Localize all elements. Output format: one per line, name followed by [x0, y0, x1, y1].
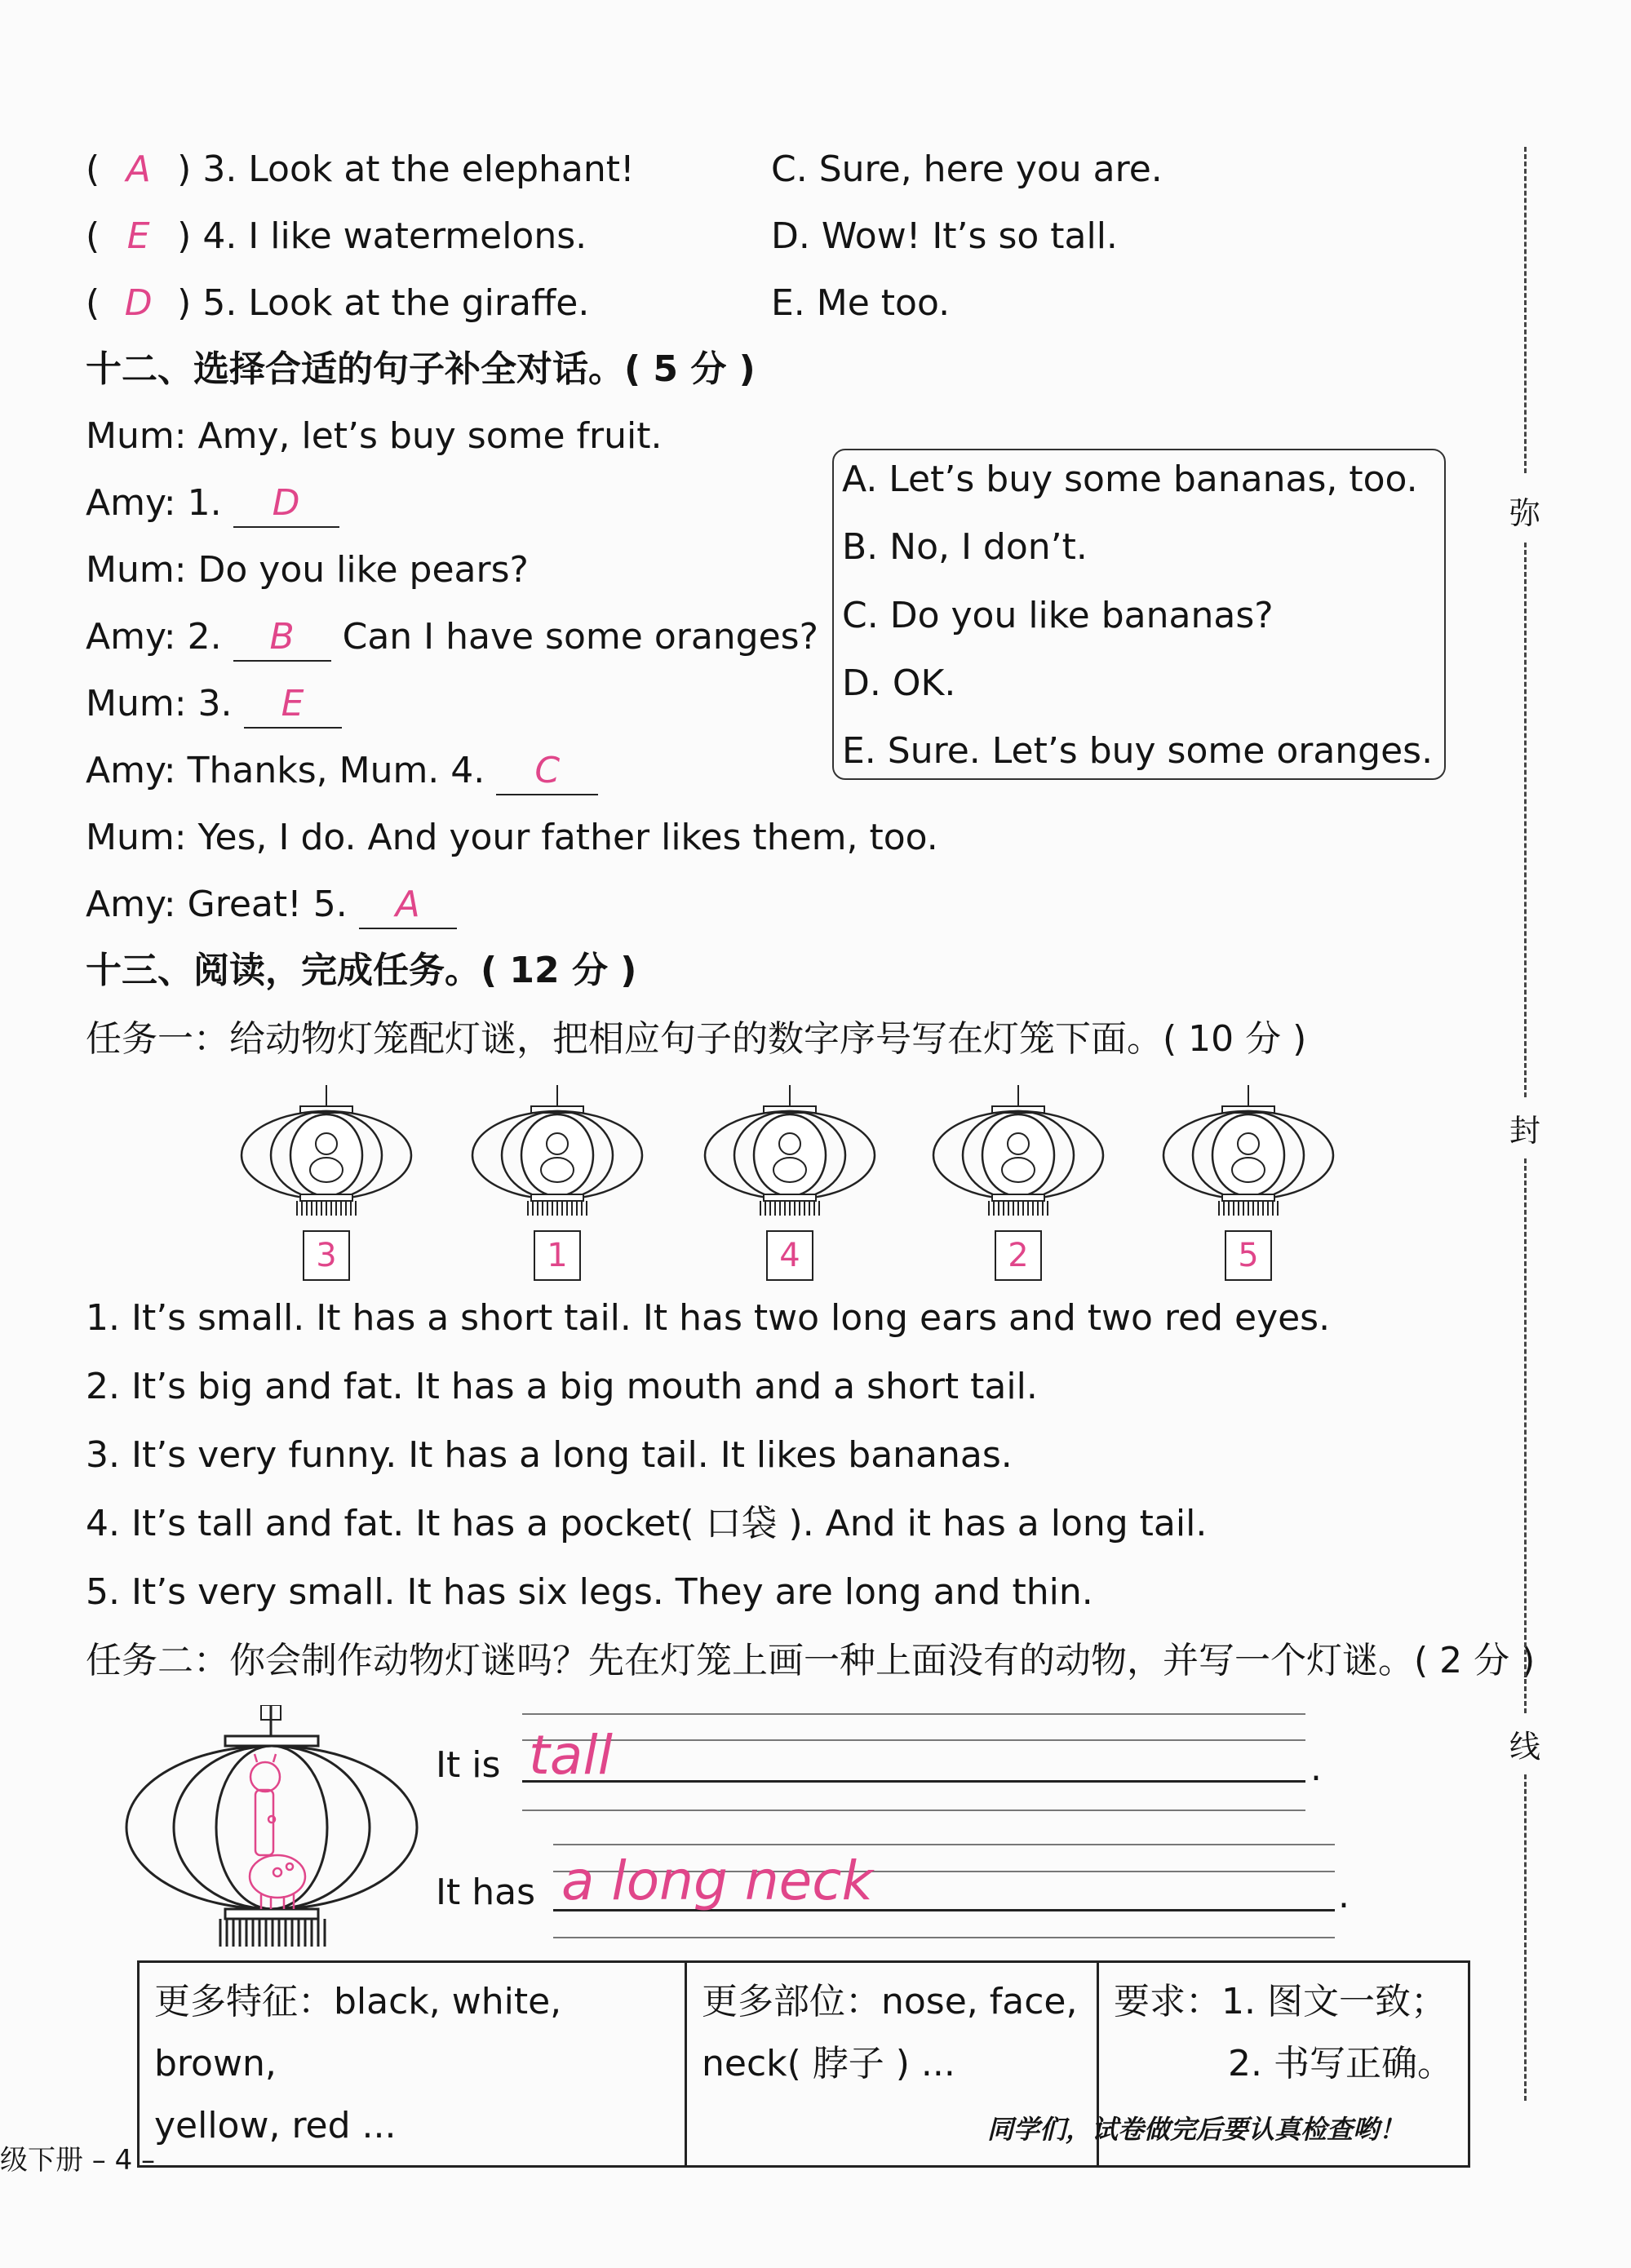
- box-option-d: D. OK.: [842, 662, 956, 704]
- monkey-icon: [237, 1085, 416, 1220]
- dialog-text: Amy: Great! 5.: [86, 884, 348, 925]
- dialog-line-5: [86, 681, 342, 729]
- lantern-2: [468, 1085, 647, 1220]
- ant-icon: [1159, 1085, 1338, 1220]
- write-1-prefix: It is: [436, 1744, 501, 1786]
- side-char-2: 封: [1509, 1113, 1541, 1149]
- answer-blank-3: E: [244, 681, 342, 729]
- riddle-3: 3. It’s very funny. It has a long tail. It likes bananas.: [86, 1434, 1013, 1476]
- write-line-1: [522, 1780, 1305, 1783]
- lantern-3: [700, 1085, 880, 1220]
- dialog-line-7: [86, 815, 938, 861]
- riddle-5: 5. It’s very small. It has six legs. They are long and thin.: [86, 1571, 1093, 1613]
- riddle-1: 1. It’s small. It has a short tail. It has two long ears and two red eyes.: [86, 1297, 1331, 1339]
- task-2-instruction: 任务二：你会制作动物灯谜吗？先在灯笼上画一种上面没有的动物，并写一个灯谜。( 2 分 ): [86, 1640, 1536, 1681]
- box-option-a: A. Let’s buy some bananas, too.: [842, 458, 1418, 500]
- rabbit-icon: [468, 1085, 647, 1220]
- guide-line: [522, 1713, 1305, 1715]
- answer-blank-1: D: [233, 481, 339, 528]
- requirement-line-2: 2. 书写正确。: [1228, 2043, 1453, 2084]
- guide-line: [522, 1810, 1305, 1811]
- dialog-text: Amy: Thanks, Mum. 4.: [86, 750, 485, 791]
- option-e: E. Me too.: [771, 282, 951, 324]
- features-line-1: 更多特征：black, white, brown,: [154, 1981, 562, 2084]
- box-option-b: B. No, I don’t.: [842, 526, 1088, 568]
- write-2-period: .: [1338, 1875, 1350, 1916]
- write-1-answer: tall: [529, 1724, 613, 1787]
- dialog-text: Mum: Amy, let’s buy some fruit.: [86, 415, 663, 457]
- lantern-answer-3: 4: [766, 1230, 813, 1281]
- section-12-heading: 十二、选择合适的句子补全对话。( 5 分 ): [86, 348, 756, 390]
- lantern-giraffe-icon: [122, 1705, 424, 1950]
- features-line-2: yellow, red ...: [154, 2105, 397, 2146]
- dialog-line-3: [86, 547, 529, 593]
- option-c: C. Sure, here you are.: [771, 148, 1163, 190]
- answer-mark: E: [126, 215, 150, 257]
- lantern-5: [1159, 1085, 1338, 1220]
- answer-blank-2: B: [233, 614, 331, 662]
- dialog-line-2: [86, 481, 339, 528]
- hippo-icon: [929, 1085, 1108, 1220]
- giraffe-lantern: [122, 1705, 424, 1953]
- footer-reminder: 同学们，试卷做完后要认真检查哟！: [987, 2114, 1406, 2145]
- task-1-instruction: 任务一：给动物灯笼配灯谜，把相应句子的数字序号写在灯笼下面。( 10 分 ): [86, 1018, 1307, 1060]
- question-4: ( E ) 4. I like watermelons.: [86, 214, 587, 259]
- dialog-line-6: [86, 748, 598, 795]
- footer-page-number: 级下册 – 4 –: [0, 2144, 156, 2177]
- parts-line-1: 更多部位：nose, face,: [702, 1981, 1078, 2022]
- binding-line: [1524, 1158, 1527, 1713]
- side-char-3: 线: [1509, 1729, 1541, 1765]
- guide-line: [553, 1937, 1335, 1938]
- section-13-heading: 十三、阅读，完成任务。( 12 分 ): [86, 950, 637, 991]
- guide-line: [522, 1739, 1305, 1741]
- guide-line: [553, 1844, 1335, 1845]
- lantern-1: [237, 1085, 416, 1220]
- box-option-c: C. Do you like bananas?: [842, 595, 1274, 636]
- write-1-period: .: [1310, 1748, 1322, 1789]
- lantern-answer-2: 1: [534, 1230, 581, 1281]
- binding-line: [1524, 543, 1527, 1097]
- binding-line: [1524, 1774, 1527, 2101]
- answer-blank-5: A: [359, 882, 457, 929]
- lantern-answer-4: 2: [995, 1230, 1042, 1281]
- lantern-answer-1: 3: [303, 1230, 350, 1281]
- dialog-text: Amy: 2.: [86, 616, 222, 658]
- option-d: D. Wow! It’s so tall.: [771, 215, 1118, 257]
- binding-line: [1524, 147, 1527, 473]
- question-text: ) 3. Look at the elephant!: [177, 148, 635, 190]
- answer-mark: D: [124, 282, 153, 324]
- dialog-line-4: [86, 614, 818, 662]
- dialog-text: Amy: 1.: [86, 482, 222, 524]
- dialog-text: Mum: 3.: [86, 683, 233, 724]
- parts-line-2: neck( 脖子 ) ...: [702, 2043, 955, 2084]
- dialog-line-8: [86, 882, 457, 929]
- answer-blank-4: C: [496, 748, 598, 795]
- lantern-4: [929, 1085, 1108, 1220]
- question-3: ( A ) 3. Look at the elephant!: [86, 147, 635, 193]
- side-char-1: 弥: [1509, 495, 1541, 531]
- dialog-line-1: [86, 414, 662, 459]
- features-cell: [139, 1962, 686, 2167]
- riddle-4: 4. It’s tall and fat. It has a pocket( 口袋 ). And it has a long tail.: [86, 1503, 1208, 1544]
- dialog-text: Mum: Yes, I do. And your father likes them, too.: [86, 817, 938, 858]
- riddle-2: 2. It’s big and fat. It has a big mouth and a short tail.: [86, 1366, 1038, 1407]
- answer-mark: A: [126, 148, 151, 190]
- lantern-answer-5: 5: [1225, 1230, 1272, 1281]
- dialog-text: Mum: Do you like pears?: [86, 549, 529, 591]
- question-5: ( D ) 5. Look at the giraffe.: [86, 281, 589, 326]
- question-text: ) 5. Look at the giraffe.: [177, 282, 590, 324]
- requirement-line-1: 要求：1. 图文一致；: [1114, 1981, 1447, 2022]
- write-2-prefix: It has: [436, 1872, 535, 1913]
- question-text: ) 4. I like watermelons.: [177, 215, 587, 257]
- kangaroo-icon: [700, 1085, 880, 1220]
- box-option-e: E. Sure. Let’s buy some oranges.: [842, 730, 1434, 772]
- dialog-text: Can I have some oranges?: [342, 616, 818, 658]
- write-2-answer: a long neck: [561, 1849, 873, 1912]
